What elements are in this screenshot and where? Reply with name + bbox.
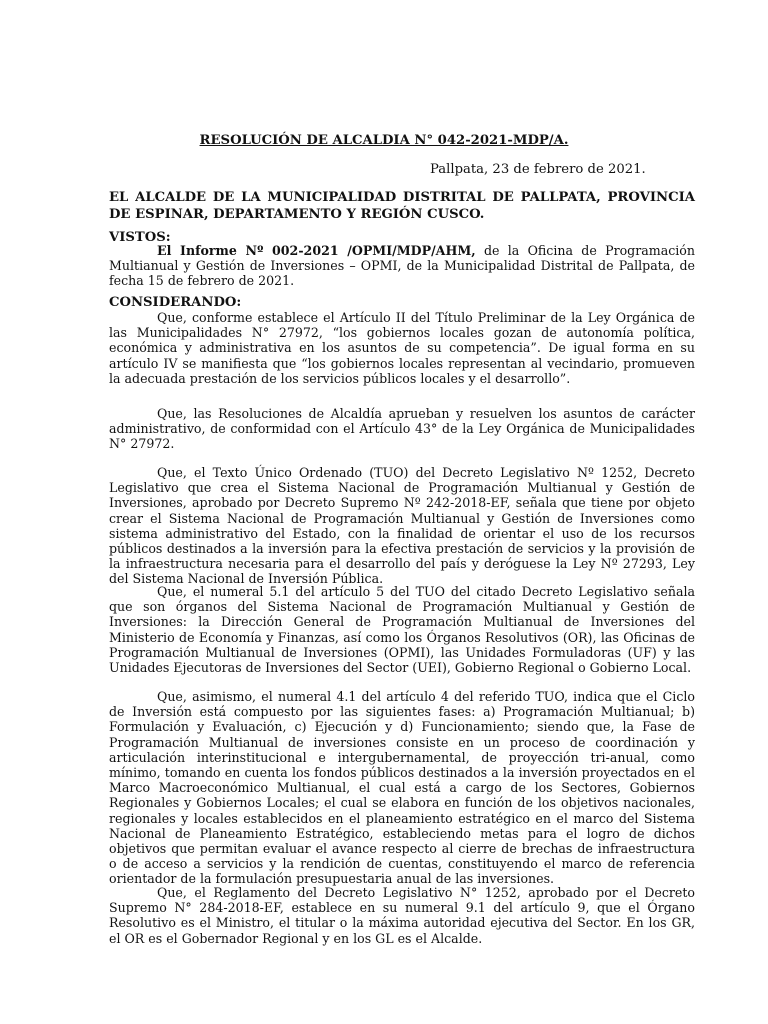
vistos-reference: El Informe Nº 002-2021 /OPMI/MDP/AHM, — [157, 243, 476, 258]
vistos-paragraph — [109, 243, 695, 289]
resolution-title: RESOLUCIÓN DE ALCALDIA N° 042-2021-MDP/A. — [199, 133, 569, 148]
considerando-paragraph-4: Que, el numeral 5.1 del artículo 5 del TUO del citado Decreto Legislativo señala que son órganos del Sistema Nacional de Programación Multianual y Gestión de Inversiones: la Dirección General de Programación Multianual de Inversiones del Ministerio de Economía y Finanzas, así como los Órganos Resolutivos (OR), las Oficinas de Programación Multianual de Inversiones (OPMI), las Unidades Formuladoras (UF) y las Unidades Ejecutoras de Inversiones del Sector (UEI), Gobierno Regional o Gobierno Local. — [109, 584, 695, 676]
vistos-text: de la Oficina de Programación Multianual y Gestión de Inversiones – OPMI, de la Municipalidad Distrital de Pallpata, de fecha 15 de febrero de 2021. — [109, 243, 695, 289]
considerando-paragraph-2: Que, las Resoluciones de Alcaldía aprueban y resuelven los asuntos de carácter administrativo, de conformidad con el Artículo 43° de la Ley Orgánica de Municipalidades N° 27972. — [109, 406, 695, 452]
issuer-heading: EL ALCALDE DE LA MUNICIPALIDAD DISTRITAL DE PALLPATA, PROVINCIA DE ESPINAR, DEPARTAMENTO Y REGIÓN CUSCO. — [109, 190, 695, 222]
vistos-label: VISTOS: — [109, 230, 171, 245]
considerando-paragraph-5: Que, asimismo, el numeral 4.1 del artículo 4 del referido TUO, indica que el Ciclo de Inversión está compuesto por las siguientes fases: a) Programación Multianual; b) Formulación y Evaluación, c) Ejecución y d) Funcionamiento; siendo que, la Fase de Programación Multianual de inversiones consiste en un proceso de coordinación y articulación interinstitucional e intergubernamental, de proyección tri-anual, como mínimo, tomando en cuenta los fondos públicos destinados a la inversión proyectados en el Marco Macroeconómico Multianual, el cual está a cargo de los Sectores, Gobiernos Regionales y Gobiernos Locales; el cual se elabora en función de los objetivos nacionales, regionales y locales establecidos en el planeamiento estratégico en el marco del Sistema Nacional de Planeamiento Estratégico, estableciendo metas para el logro de dichos objetivos que permitan evaluar el avance respecto al cierre de brechas de infraestructura o de acceso a servicios y la rendición de cuentas, constituyendo el marco de referencia orientador de la formulación presupuestaria anual de las inversiones. — [109, 689, 695, 887]
considerando-label: CONSIDERANDO: — [109, 295, 242, 310]
document-date: Pallpata, 23 de febrero de 2021. — [430, 162, 646, 177]
considerando-paragraph-1: Que, conforme establece el Artículo II del Título Preliminar de la Ley Orgánica de las Municipalidades N° 27972, “los gobiernos locales gozan de autonomía política, económica y administrativa en los asuntos de su competencia”. De igual forma en su artículo IV se manifiesta que “los gobiernos locales representan al vecindario, promueven la adecuada prestación de los servicios públicos locales y el desarrollo”. — [109, 310, 695, 386]
considerando-paragraph-6: Que, el Reglamento del Decreto Legislativo N° 1252, aprobado por el Decreto Supremo N° 284-2018-EF, establece en su numeral 9.1 del artículo 9, que el Órgano Resolutivo es el Ministro, el titular o la máxima autoridad ejecutiva del Sector. En los GR, el OR es el Gobernador Regional y en los GL es el Alcalde. — [109, 885, 695, 946]
considerando-paragraph-3: Que, el Texto Único Ordenado (TUO) del Decreto Legislativo Nº 1252, Decreto Legislativo que crea el Sistema Nacional de Programación Multianual y Gestión de Inversiones, aprobado por Decreto Supremo Nº 242-2018-EF, señala que tiene por objeto crear el Sistema Nacional de Programación Multianual y Gestión de Inversiones como sistema administrativo del Estado, con la finalidad de orientar el uso de los recursos públicos destinados a la inversión para la efectiva prestación de servicios y la provisión de la infraestructura necesaria para el desarrollo del país y deróguese la Ley Nº 27293, Ley del Sistema Nacional de Inversión Pública. — [109, 465, 695, 587]
